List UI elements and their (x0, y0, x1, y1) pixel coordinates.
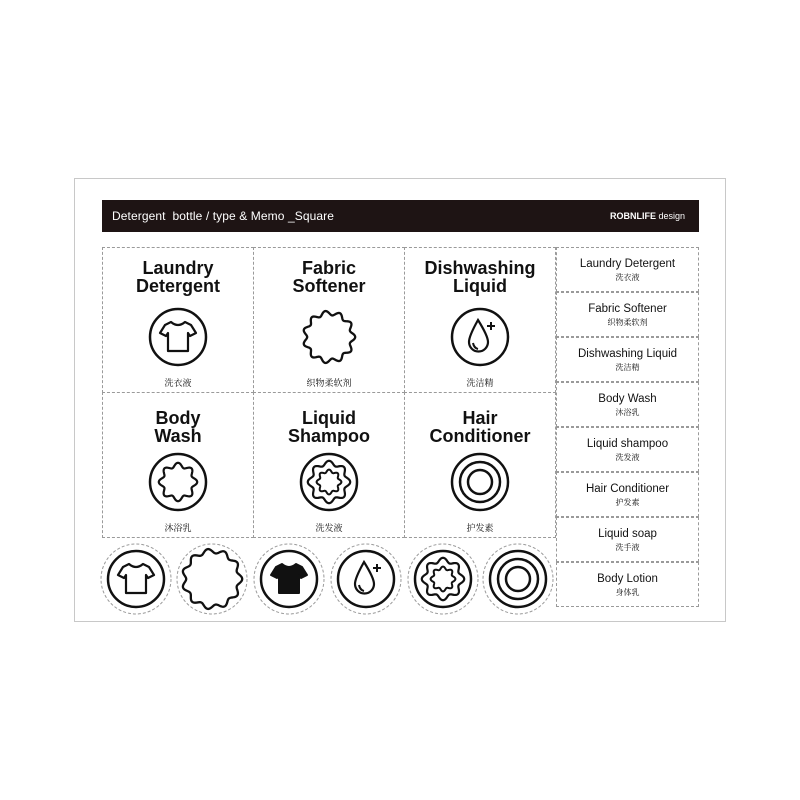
card-hair-conditioner (404, 392, 556, 538)
card-title-line: Fabric (301, 258, 357, 278)
label-body-wash (556, 382, 699, 427)
label-fabric-softener (556, 292, 699, 337)
label-en: Dishwashing Liquid (577, 348, 678, 360)
tshirt-filled-icon (253, 543, 325, 615)
label-cn: 织物柔软剂 (607, 318, 648, 327)
double-scalloped-icon (407, 543, 479, 615)
card-subtitle: 洗衣液 (164, 378, 192, 388)
card-subtitle: 织物柔软剂 (306, 378, 352, 388)
card-title-line: Liquid (302, 408, 356, 428)
header-title: Detergent bottle / type & Memo _Square (112, 209, 335, 223)
label-en: Hair Conditioner (585, 483, 670, 495)
label-dishwashing-liquid (556, 337, 699, 382)
concentric-circles-icon (449, 451, 511, 513)
wavy-circle-icon (298, 306, 360, 368)
card-liquid-shampoo (253, 392, 405, 538)
card-title-line: Hair (462, 408, 498, 428)
wavy-circle-icon (176, 543, 248, 615)
label-laundry-detergent (556, 247, 699, 292)
concentric-circles-icon (482, 543, 554, 615)
brand-rest: design (655, 211, 685, 221)
label-body-lotion (556, 562, 699, 607)
label-en: Body Wash (598, 393, 657, 405)
card-fabric-softener (253, 247, 405, 393)
label-liquid-soap (556, 517, 699, 562)
label-en: Liquid soap (598, 528, 657, 540)
label-en: Laundry Detergent (579, 258, 676, 270)
label-en: Body Lotion (597, 573, 658, 585)
label-cn: 洗洁精 (615, 363, 640, 372)
label-en: Fabric Softener (588, 303, 667, 315)
card-title-line: Body (155, 408, 201, 428)
drop-plus-icon (449, 306, 511, 368)
label-cn: 沐浴乳 (615, 408, 640, 417)
sheet-header (102, 200, 699, 232)
card-subtitle: 护发素 (466, 523, 494, 533)
card-dishwashing-liquid (404, 247, 556, 393)
brand-name (610, 211, 685, 221)
card-subtitle: 沐浴乳 (164, 523, 192, 533)
double-scalloped-icon (298, 451, 360, 513)
card-title-line: Dishwashing (424, 258, 536, 278)
card-title-line: Conditioner (429, 426, 531, 446)
card-title-line: Softener (292, 276, 366, 296)
tshirt-icon (147, 306, 209, 368)
label-liquid-shampoo (556, 427, 699, 472)
label-cn: 身体乳 (615, 588, 640, 597)
label-cn: 护发素 (615, 498, 640, 507)
label-cn: 洗手液 (615, 543, 640, 552)
card-subtitle: 洗洁精 (466, 378, 494, 388)
card-body-wash (102, 392, 254, 538)
label-en: Liquid shampoo (586, 438, 669, 450)
tshirt-outline-icon (100, 543, 172, 615)
card-subtitle: 洗发液 (315, 523, 343, 533)
label-hair-conditioner (556, 472, 699, 517)
card-title-line: Laundry (142, 258, 214, 278)
label-cn: 洗衣液 (615, 273, 640, 282)
drop-plus-icon (330, 543, 402, 615)
brand-bold: ROBNLIFE (609, 211, 656, 221)
card-title-line: Shampoo (287, 426, 370, 446)
card-laundry-detergent (102, 247, 254, 393)
card-title-line: Wash (154, 426, 202, 446)
scalloped-circle-icon (147, 451, 209, 513)
card-title-line: Liquid (453, 276, 507, 296)
label-cn: 洗发液 (615, 453, 640, 462)
card-title-line: Detergent (135, 276, 220, 296)
